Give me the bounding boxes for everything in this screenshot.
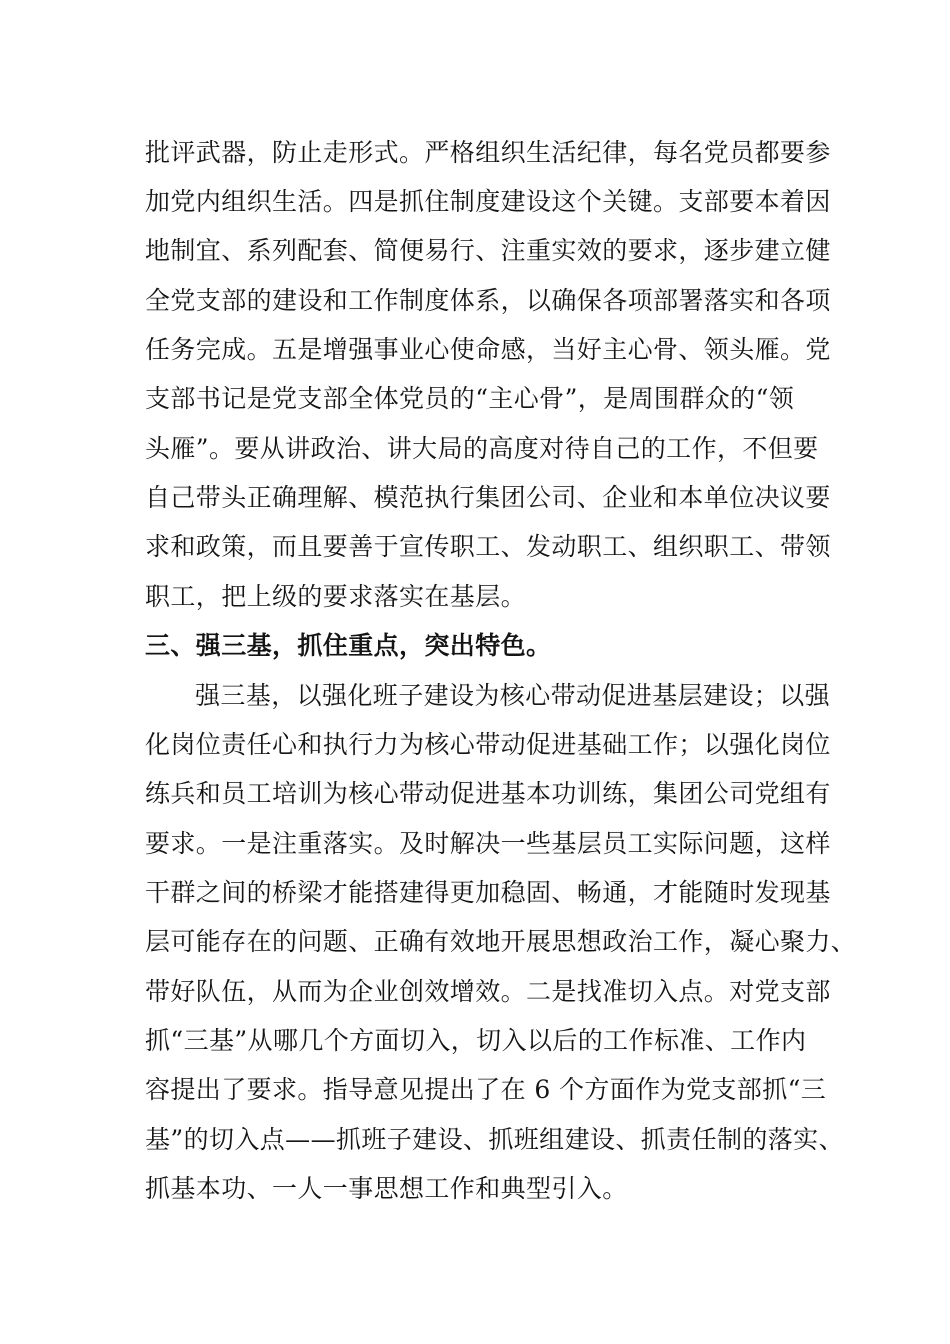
paragraph-line: 加党内组织生活。四是抓住制度建设这个关键。支部要本着因	[145, 187, 831, 216]
paragraph-line: 批评武器，防止走形式。严格组织生活纪律，每名党员都要参	[145, 138, 831, 167]
section-heading: 三、强三基，抓住重点，突出特色。	[145, 631, 552, 660]
paragraph-line: 头雁”。要从讲政治、讲大局的高度对待自己的工作，不但要	[145, 434, 819, 463]
paragraph-line: 基”的切入点——抓班子建设、抓班组建设、抓责任制的落实、	[145, 1125, 844, 1154]
paragraph-line: 练兵和员工培训为核心带动促进基本功训练，集团公司党组有	[145, 779, 831, 808]
paragraph-line: 全党支部的建设和工作制度体系，以确保各项部署落实和各项	[145, 286, 831, 315]
paragraph-line: 职工，把上级的要求落实在基层。	[145, 582, 527, 611]
paragraph-line: 地制宜、系列配套、简便易行、注重实效的要求，逐步建立健	[145, 236, 831, 265]
paragraph-line: 自己带头正确理解、模范执行集团公司、企业和本单位决议要	[145, 483, 831, 512]
paragraph-line: 求和政策，而且要善于宣传职工、发动职工、组织职工、带领	[145, 532, 831, 561]
paragraph-line: 抓基本功、一人一事思想工作和典型引入。	[145, 1174, 628, 1203]
paragraph-line: 干群之间的桥梁才能搭建得更加稳固、畅通，才能随时发现基	[145, 878, 831, 907]
paragraph-line: 容提出了要求。指导意见提出了在 6 个方面作为党支部抓“三	[145, 1075, 827, 1104]
paragraph-line: 层可能存在的问题、正确有效地开展思想政治工作，凝心聚力、	[145, 927, 857, 956]
paragraph-line: 强三基，以强化班子建设为核心带动促进基层建设；以强	[195, 681, 831, 710]
paragraph-line: 带好队伍，从而为企业创效增效。二是找准切入点。对党支部	[145, 977, 831, 1006]
paragraph-line: 任务完成。五是增强事业心使命感，当好主心骨、领头雁。党	[145, 335, 831, 364]
paragraph-line: 支部书记是党支部全体党员的“主心骨”，是周围群众的“领	[145, 384, 795, 413]
paragraph-line: 要求。一是注重落实。及时解决一些基层员工实际问题，这样	[145, 829, 831, 858]
paragraph-line: 化岗位责任心和执行力为核心带动促进基础工作；以强化岗位	[145, 730, 831, 759]
paragraph-line: 抓“三基”从哪几个方面切入，切入以后的工作标准、工作内	[145, 1026, 807, 1055]
